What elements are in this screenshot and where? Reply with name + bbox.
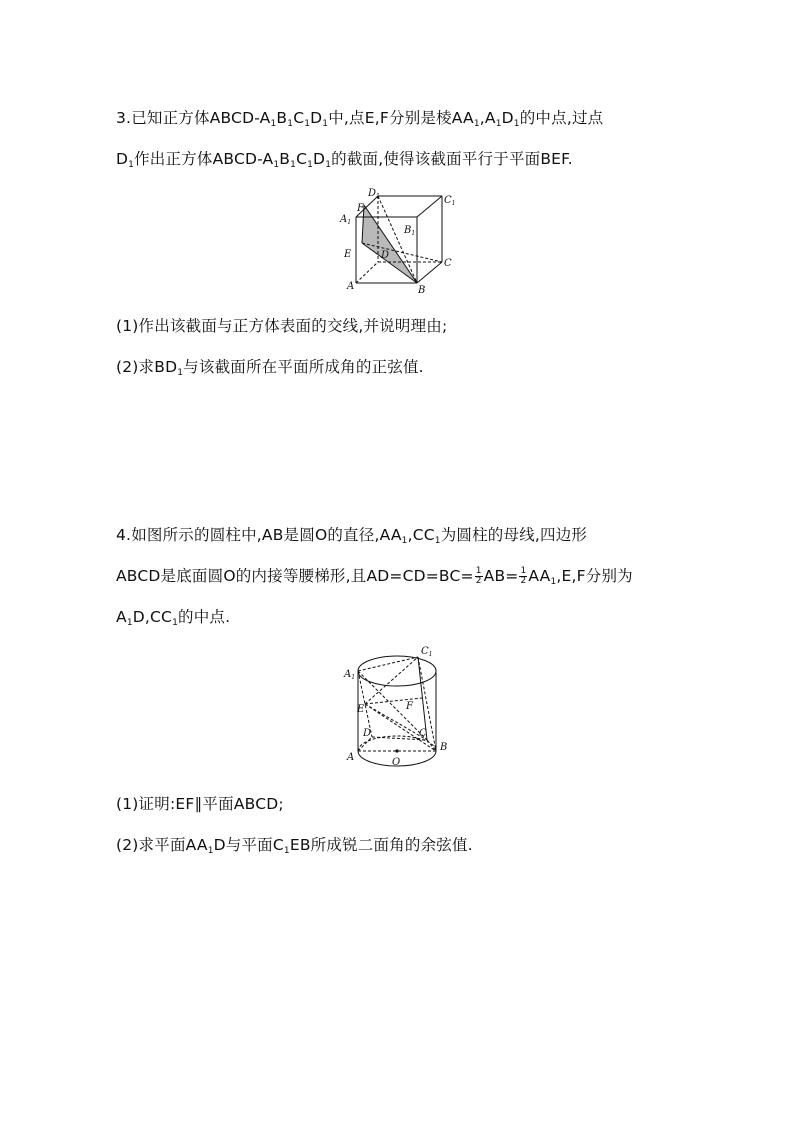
subscript: 1	[434, 536, 441, 546]
text: D	[313, 150, 326, 168]
label-F: F	[357, 203, 364, 214]
subscript: 1	[307, 160, 314, 170]
text: D	[116, 150, 129, 168]
text: D	[501, 109, 514, 127]
label-F: F	[406, 701, 413, 712]
subscript: 1	[177, 368, 184, 378]
text: 的截面,使得该截面平行于平面BEF.	[331, 150, 573, 168]
text: ,CC	[407, 526, 435, 544]
text: D与平面C	[213, 836, 284, 854]
subscript: 1	[270, 119, 277, 129]
label-A: A	[347, 752, 355, 763]
label-A1: $A_1$	[340, 214, 352, 226]
text: 3.已知正方体ABCD-A	[116, 109, 271, 127]
text: ,A	[479, 109, 496, 127]
text: 中,点E,F分别是棱AA	[328, 109, 474, 127]
label-E: E	[344, 249, 352, 260]
top-ellipse	[358, 656, 436, 686]
subscript: 1	[322, 119, 329, 129]
problem-4-question-1	[116, 794, 284, 814]
subscript: 1	[273, 160, 280, 170]
label-A: A	[347, 281, 355, 292]
text: 4.如图所示的圆柱中,AB是圆O的直径,AA	[116, 526, 402, 544]
problem-4-line-2	[116, 566, 633, 592]
subscript: 1	[304, 119, 311, 129]
label-B1: $B_1$	[404, 225, 416, 237]
text: AB=	[483, 567, 519, 585]
subscript: 1	[287, 119, 294, 129]
cylinder-figure	[340, 642, 460, 772]
text: AA	[528, 567, 551, 585]
label-B: B	[418, 285, 426, 296]
subscript: 1	[290, 160, 297, 170]
label-C1: $C_1$	[421, 646, 433, 658]
text: C	[293, 109, 305, 127]
subscript: 1	[513, 119, 520, 129]
text: ABCD是底面圆O的内接等腰梯形,且AD=CD=BC=	[116, 567, 474, 585]
fraction-1	[475, 567, 483, 586]
subscript: 1	[207, 846, 214, 856]
text: D,CC	[132, 608, 173, 626]
denominator: 2	[520, 576, 527, 586]
problem-3-question-2	[116, 357, 424, 383]
problem-4-line-3	[116, 607, 230, 633]
text: EB所成锐二面角的余弦值.	[289, 836, 473, 854]
label-D1: $D_1$	[368, 188, 380, 200]
text: D	[310, 109, 323, 127]
label-C: C	[419, 728, 427, 739]
label-E: E	[357, 704, 365, 715]
text: (1)证明:EF∥平面ABCD;	[116, 795, 284, 813]
subscript: 1	[473, 119, 480, 129]
problem-4-question-2	[116, 835, 473, 861]
text: B	[276, 109, 288, 127]
text: C	[296, 150, 308, 168]
text: 为圆柱的母线,四边形	[440, 526, 588, 544]
text: 作出正方体ABCD-A	[134, 150, 274, 168]
label-A1: $A_1$	[344, 669, 356, 681]
subscript: 1	[401, 536, 408, 546]
problem-3-line-1	[116, 108, 603, 134]
problem-4-line-1	[116, 525, 587, 551]
edge-A1C1	[358, 657, 418, 671]
label-C1: $C_1$	[444, 195, 456, 207]
problem-3-line-2	[116, 149, 573, 175]
text: B	[279, 150, 291, 168]
label-D: D	[363, 728, 372, 739]
text: A	[116, 608, 127, 626]
subscript: 1	[172, 618, 178, 628]
subscript: 1	[495, 119, 502, 129]
subscript: 1	[283, 846, 290, 856]
text: (2)求平面AA	[116, 836, 208, 854]
text: 与该截面所在平面所成角的正弦值.	[183, 358, 424, 376]
subscript: 1	[550, 577, 557, 587]
text: ,E,F分别为	[556, 567, 633, 585]
denominator: 2	[475, 576, 482, 586]
label-D: D	[381, 250, 390, 261]
subscript: 1	[126, 618, 133, 628]
cube-figure	[335, 186, 465, 296]
label-O: O	[392, 757, 401, 768]
text: (2)求BD	[116, 358, 178, 376]
subscript: 1	[128, 160, 135, 170]
numerator: 1	[520, 566, 527, 576]
text: 的中点,过点	[519, 109, 604, 127]
text: 的中点.	[178, 608, 231, 626]
label-C: C	[444, 258, 452, 269]
center-O	[395, 749, 398, 752]
problem-3-question-1	[116, 316, 447, 336]
numerator: 1	[475, 566, 482, 576]
text: (1)作出该截面与正方体表面的交线,并说明理由;	[116, 317, 448, 335]
subscript: 1	[325, 160, 332, 170]
fraction-2	[519, 567, 527, 586]
label-B: B	[440, 742, 448, 753]
